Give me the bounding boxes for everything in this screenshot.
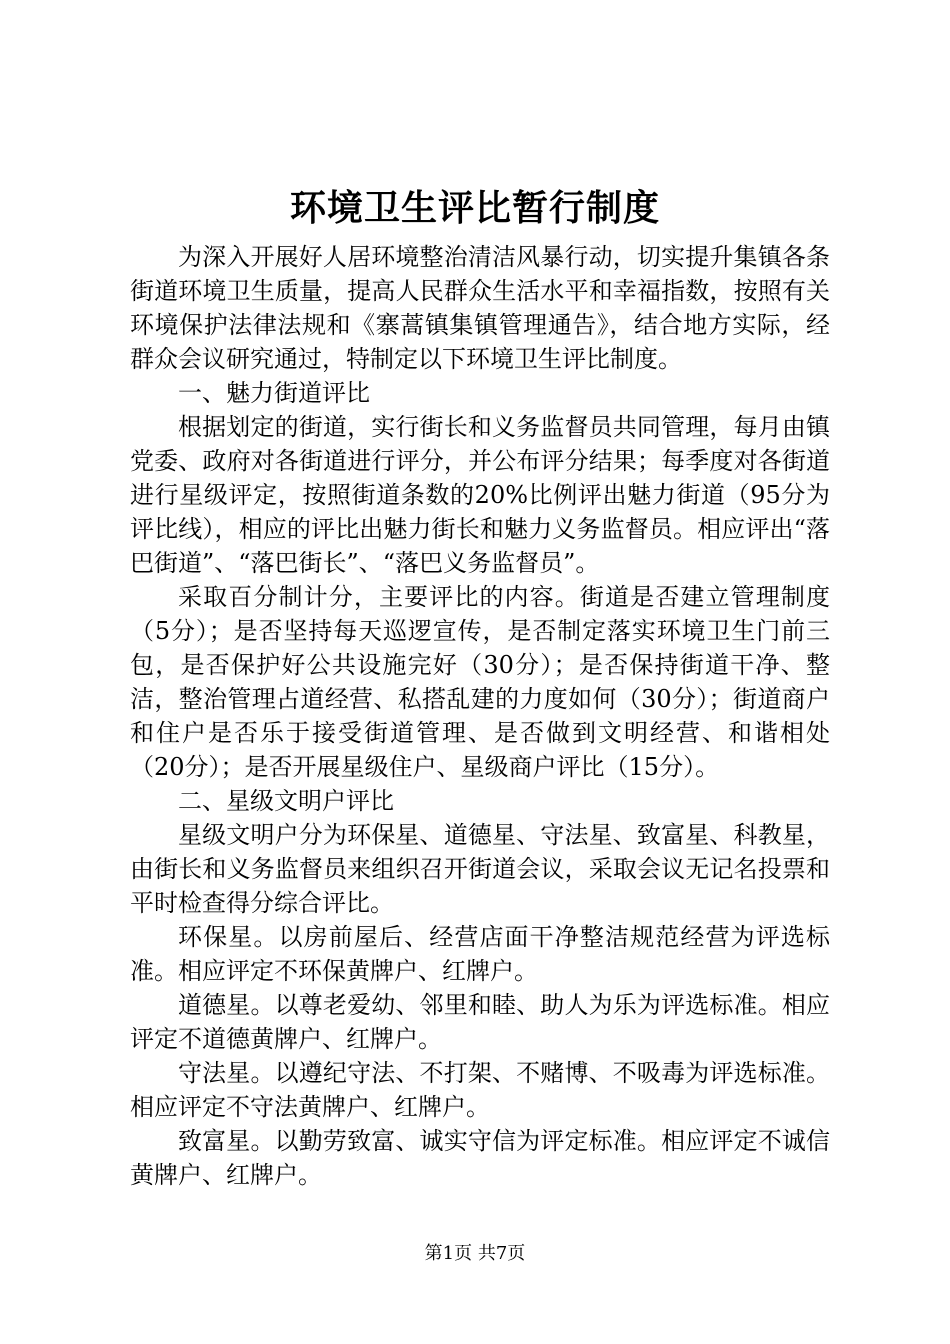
page-footer: 第1页 共7页: [424, 1243, 526, 1264]
section-2-paragraph-1: 星级文明户分为环保星、道德星、守法星、致富星、科教星，由街长和义务监督员来组织召开街道会议，采取会议无记名投票和平时检查得分综合评比。: [130, 821, 830, 917]
intro-paragraph: 为深入开展好人居环境整治清洁风暴行动，切实提升集镇各条街道环境卫生质量，提高人民群众生活水平和幸福指数，按照有关环境保护法律法规和《寨蒿镇集镇管理通告》，结合地方实际，经群众会议研究通过，特制定以下环境卫生评比制度。: [130, 243, 830, 373]
document-title: 环境卫生评比暂行制度: [289, 187, 660, 229]
section-heading-1: 一、魅力街道评比: [178, 379, 370, 407]
section-2-paragraph-4: 守法星。以遵纪守法、不打架、不赌博、不吸毒为评选标准。相应评定不守法黄牌户、红牌户。: [130, 1059, 830, 1121]
section-2-paragraph-5: 致富星。以勤劳致富、诚实守信为评定标准。相应评定不诚信黄牌户、红牌户。: [130, 1127, 830, 1189]
section-1-paragraph-2: 采取百分制计分，主要评比的内容。街道是否建立管理制度（5分）；是否坚持每天巡逻宣传，是否制定落实环境卫生门前三包，是否保护好公共设施完好（30分）；是否保持街道干净、整洁，整治管理占道经营、私搭乱建的力度如何（30分）；街道商户和住户是否乐于接受街道管理、是否做到文明经营、和谐相处（20分）；是否开展星级住户、星级商户评比（15分）。: [130, 583, 830, 781]
section-2-paragraph-3: 道德星。以尊老爱幼、邻里和睦、助人为乐为评选标准。相应评定不道德黄牌户、红牌户。: [130, 991, 830, 1053]
section-2-paragraph-2: 环保星。以房前屋后、经营店面干净整洁规范经营为评选标准。相应评定不环保黄牌户、红牌户。: [130, 923, 830, 985]
section-1-paragraph-1: 根据划定的街道，实行街长和义务监督员共同管理，每月由镇党委、政府对各街道进行评分，并公布评分结果；每季度对各街道进行星级评定，按照街道条数的20%比例评出魅力街道（95分为评比线），相应的评比出魅力街长和魅力义务监督员。相应评出“落巴街道”、“落巴街长”、“落巴义务监督员”。: [130, 413, 830, 577]
section-heading-2: 二、星级文明户评比: [178, 787, 394, 815]
document-body: [130, 240, 830, 1192]
